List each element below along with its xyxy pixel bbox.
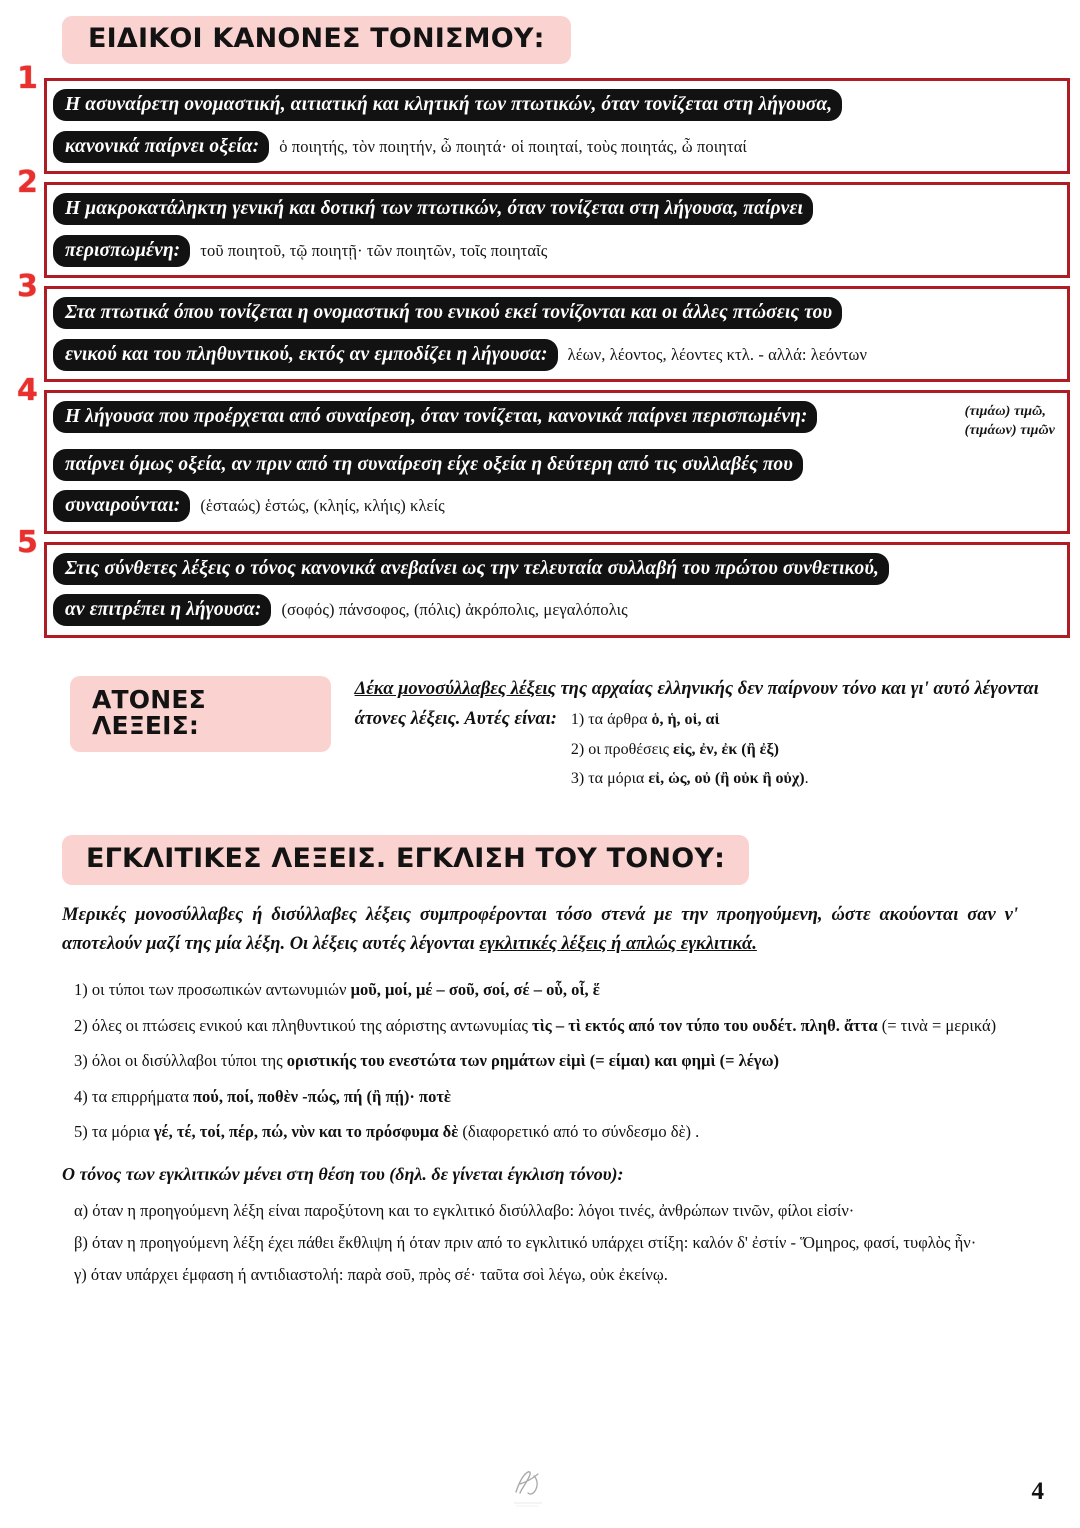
rule-2-line-1: Η μακροκατάληκτη γενική και δοτική των πτωτικών, όταν τονίζεται στη λήγουσα, παίρνει bbox=[53, 193, 813, 225]
rule-2-line-2: περισπωμένη: bbox=[53, 235, 190, 267]
rule-2-statement bbox=[53, 191, 1061, 226]
page-number: 4 bbox=[1031, 1478, 1044, 1505]
egklitikes-sublist-item bbox=[74, 1259, 1018, 1291]
egk-sub-b-text: όταν η προηγούμενη λέξη έχει πάθει ἔκθλιψη ή όταν πριν από το εγκλιτικό υπάρχει στίξη: καλόν δ' ἐστίν - Ὅμηρος, φασί, τυφλὸς ἦν· bbox=[92, 1232, 977, 1252]
atones-item-1-num: 1) bbox=[570, 711, 585, 729]
rule-3-example: λέων, λέοντος, λέοντες κτλ. - αλλά: λεόντων bbox=[567, 344, 868, 364]
rule-3-line-2: ενικού και του πληθυντικού, εκτός αν εμποδίζει η λήγουσα: bbox=[53, 339, 558, 371]
rule-5-statement bbox=[53, 551, 1061, 586]
atones-item-3-tail: . bbox=[804, 769, 809, 787]
egklitikes-sublist-item bbox=[74, 1227, 1018, 1259]
rule-4a-example bbox=[965, 403, 1055, 441]
rule-4-statement-b-cont bbox=[53, 488, 1061, 523]
egklitikes-intro-underlined: εγκλιτικές λέξεις ή απλώς εγκλιτικά. bbox=[479, 933, 757, 954]
atones-lead-in: άτονες λέξεις. Αυτές είναι: bbox=[354, 709, 557, 730]
rule-number-2: 2 bbox=[17, 165, 38, 201]
egklitikes-intro-text: Μερικές μονοσύλλαβες ή δισύλλαβες λέξεις συμπροφέρονται τόσο στενά με την προηγούμενη, ώστε ακούονται σαν ν' αποτελούν μαζί της μία λέξη. Οι λέξεις αυτές λέγονται bbox=[62, 905, 1018, 954]
atones-item-3-bold: εἰ, ὡς, οὐ (ἢ οὐκ ἢ οὐχ) bbox=[648, 769, 805, 787]
egk-item-5-a: τα μόρια bbox=[91, 1122, 154, 1142]
rule-1-line-2: κανονικά παίρνει οξεία: bbox=[53, 131, 269, 163]
egk-sub-c-text: όταν υπάρχει έμφαση ή αντιδιαστολή: παρὰ σοῦ, πρὸς σέ· ταῦτα σοὶ λέγω, οὐκ ἐκείνῳ. bbox=[90, 1265, 668, 1285]
atones-item-2-num: 2) bbox=[570, 740, 585, 758]
rule-box-1 bbox=[17, 61, 1070, 174]
rule-box-5 bbox=[17, 524, 1070, 638]
atones-body bbox=[355, 676, 1080, 793]
egk-item-1-a: οι τύποι των προσωπικών αντωνυμιών bbox=[91, 980, 351, 1000]
rule-4b-line-2: συναιρούνται: bbox=[53, 490, 190, 522]
rules-list bbox=[0, 61, 1080, 637]
atones-paragraph-rest: της αρχαίας ελληνικής δεν παίρνουν τόνο και γι' αυτό λέγονται bbox=[555, 678, 1039, 699]
egk-item-5-c: (διαφορετικό από το σύνδεσμο δὲ) . bbox=[458, 1122, 700, 1142]
egk-item-5-b: γέ, τέ, τοί, πέρ, πώ, νὺν και το πρόσφυμα δὲ bbox=[153, 1122, 459, 1142]
rule-5-line-2: αν επιτρέπει η λήγουσα: bbox=[53, 594, 271, 626]
egk-item-1-b: μοῦ, μοί, μέ – σοῦ, σοί, σέ – οὗ, οἷ, ἕ bbox=[350, 980, 600, 1000]
rule-2-statement-cont bbox=[53, 233, 1061, 268]
rule-5-example: (σοφός) πάνσοφος, (πόλις) ἀκρόπολις, μεγαλόπολις bbox=[281, 600, 628, 620]
egk-sub-a-text: όταν η προηγούμενη λέξη είναι παροξύτονη και το εγκλιτικό δισύλλαβο: λόγοι τινές, ἀνθρώπων τινῶν, φίλοι εἰσίν· bbox=[92, 1200, 855, 1220]
egklitikes-sublist-item bbox=[74, 1195, 1018, 1227]
rule-4b-example: (ἑσταώς) ἑστώς, (κληίς, κλήις) κλείς bbox=[200, 496, 445, 516]
atones-item-3-text: τα μόρια bbox=[588, 769, 649, 787]
rule-3-statement-cont bbox=[53, 337, 1061, 372]
egklitikes-list bbox=[74, 972, 1018, 1149]
rule-1-line-1: Η ασυναίρετη ονομαστική, αιτιατική και κλητική των πτωτικών, όταν τονίζεται στη λήγουσα, bbox=[53, 89, 842, 121]
page-title-eidikoi-kanones: ΕΙΔΙΚΟΙ ΚΑΝΟΝΕΣ ΤΟΝΙΣΜΟΥ: bbox=[62, 16, 571, 64]
egk-item-4-a: τα επιρρήματα bbox=[91, 1086, 193, 1106]
rule-box-4 bbox=[17, 373, 1070, 533]
rule-4a-example-line-1: (τιμάω) τιμῶ, bbox=[964, 404, 1046, 420]
egklitikes-list-item bbox=[74, 1079, 1018, 1114]
rule-4a-line-1: Η λήγουσα που προέρχεται από συναίρεση, όταν τονίζεται, κανονικά παίρνει περισπωμένη: bbox=[53, 401, 817, 433]
rule-1-statement bbox=[53, 87, 1061, 122]
egk-sub-a-num: α) bbox=[74, 1200, 89, 1220]
atones-section bbox=[70, 676, 1080, 793]
atones-item-1-bold: ὁ, ἡ, οἱ, αἱ bbox=[651, 711, 720, 729]
atones-paragraph bbox=[355, 676, 1080, 704]
rule-1-example: ὁ ποιητής, τὸν ποιητήν, ὦ ποιητά· οἱ ποιηταί, τοὺς ποιητάς, ὦ ποιηταί bbox=[279, 136, 747, 156]
egk-item-3-a: όλοι οι δισύλλαβοι τύποι της bbox=[91, 1051, 287, 1071]
rule-number-4: 4 bbox=[17, 373, 38, 409]
egk-item-2-a: όλες οι πτώσεις ενικού και πληθυντικού της αόριστης αντωνυμίας bbox=[91, 1015, 533, 1035]
rule-box-3 bbox=[17, 269, 1070, 382]
section-title-atones: ΑΤΟΝΕΣ ΛΕΞΕΙΣ: bbox=[70, 676, 331, 753]
egk-item-2-b: τὶς – τὶ εκτός από τον τύπο του ουδέτ. πληθ. ἄττα bbox=[532, 1015, 878, 1035]
atones-list bbox=[571, 705, 809, 792]
rule-4-statement-b bbox=[53, 447, 1061, 482]
rule-5-statement-cont bbox=[53, 592, 1061, 627]
rule-4-statement-a bbox=[53, 399, 1061, 439]
atones-list-item bbox=[571, 705, 809, 734]
egk-item-2-c: (= τινὰ = μερικά) bbox=[877, 1015, 997, 1035]
atones-item-2-bold: εἰς, ἐν, ἐκ (ἢ ἐξ) bbox=[672, 740, 779, 758]
atones-item-2-text: οι προθέσεις bbox=[588, 740, 673, 758]
egk-item-4-b: πού, ποί, ποθὲν -πώς, πή (ἢ πῄ)· ποτὲ bbox=[192, 1086, 451, 1106]
rule-1-statement-cont bbox=[53, 129, 1061, 164]
egklitikes-list-item bbox=[74, 1008, 1018, 1043]
egklitikes-section bbox=[0, 835, 1080, 1292]
egklitikes-intro bbox=[62, 901, 1018, 958]
atones-paragraph-underlined: Δέκα μονοσύλλαβες λέξεις bbox=[354, 678, 556, 699]
egk-sub-b-num: β) bbox=[74, 1232, 88, 1252]
egk-item-2-num: 2) bbox=[74, 1015, 88, 1035]
atones-item-1-text: τα άρθρα bbox=[588, 711, 652, 729]
egk-item-3-num: 3) bbox=[74, 1051, 88, 1071]
section-title-egklitikes: ΕΓΚΛΙΤΙΚΕΣ ΛΕΞΕΙΣ. ΕΓΚΛΙΣΗ ΤΟΥ ΤΟΝΟΥ: bbox=[62, 835, 749, 885]
egk-item-4-num: 4) bbox=[74, 1086, 88, 1106]
atones-row bbox=[355, 705, 1080, 792]
egklitikes-sublist bbox=[74, 1195, 1018, 1292]
egk-item-3-b: οριστικής του ενεστώτα των ρημάτων εἰμὶ (= είμαι) και φημὶ (= λέγω) bbox=[286, 1051, 780, 1071]
egklitikes-list-item bbox=[74, 972, 1018, 1007]
rule-3-statement bbox=[53, 295, 1061, 330]
egklitikes-subheading: Ο τόνος των εγκλιτικών μένει στη θέση του (δηλ. δε γίνεται έγκλιση τόνου): bbox=[62, 1163, 624, 1184]
atones-item-3-num: 3) bbox=[570, 769, 585, 787]
rule-number-5: 5 bbox=[17, 524, 38, 560]
rule-box-2 bbox=[17, 165, 1070, 278]
rule-4b-line-1: παίρνει όμως οξεία, αν πριν από τη συναίρεση είχε οξεία η δεύτερη από τις συλλαβές που bbox=[53, 449, 803, 481]
egklitikes-list-item bbox=[74, 1114, 1018, 1149]
rule-3-line-1: Στα πτωτικά όπου τονίζεται η ονομαστική του ενικού εκεί τονίζονται και οι άλλες πτώσεις του bbox=[53, 297, 842, 329]
atones-list-item bbox=[571, 764, 809, 793]
egklitikes-list-item bbox=[74, 1043, 1018, 1078]
rule-4a-example-line-2: (τιμάων) τιμῶν bbox=[964, 423, 1055, 439]
rule-2-example: τοῦ ποιητοῦ, τῷ ποιητῇ· τῶν ποιητῶν, τοῖς ποιηταῖς bbox=[200, 240, 548, 260]
egk-item-5-num: 5) bbox=[74, 1122, 88, 1142]
signature-watermark-icon bbox=[508, 1462, 552, 1508]
rule-number-3: 3 bbox=[17, 269, 38, 305]
egk-item-1-num: 1) bbox=[74, 980, 88, 1000]
atones-list-item bbox=[571, 735, 809, 764]
egk-sub-c-num: γ) bbox=[74, 1265, 87, 1285]
rule-5-line-1: Στις σύνθετες λέξεις ο τόνος κανονικά ανεβαίνει ως την τελευταία συλλαβή του πρώτου συνθετικού, bbox=[53, 553, 889, 585]
rule-number-1: 1 bbox=[17, 61, 38, 97]
